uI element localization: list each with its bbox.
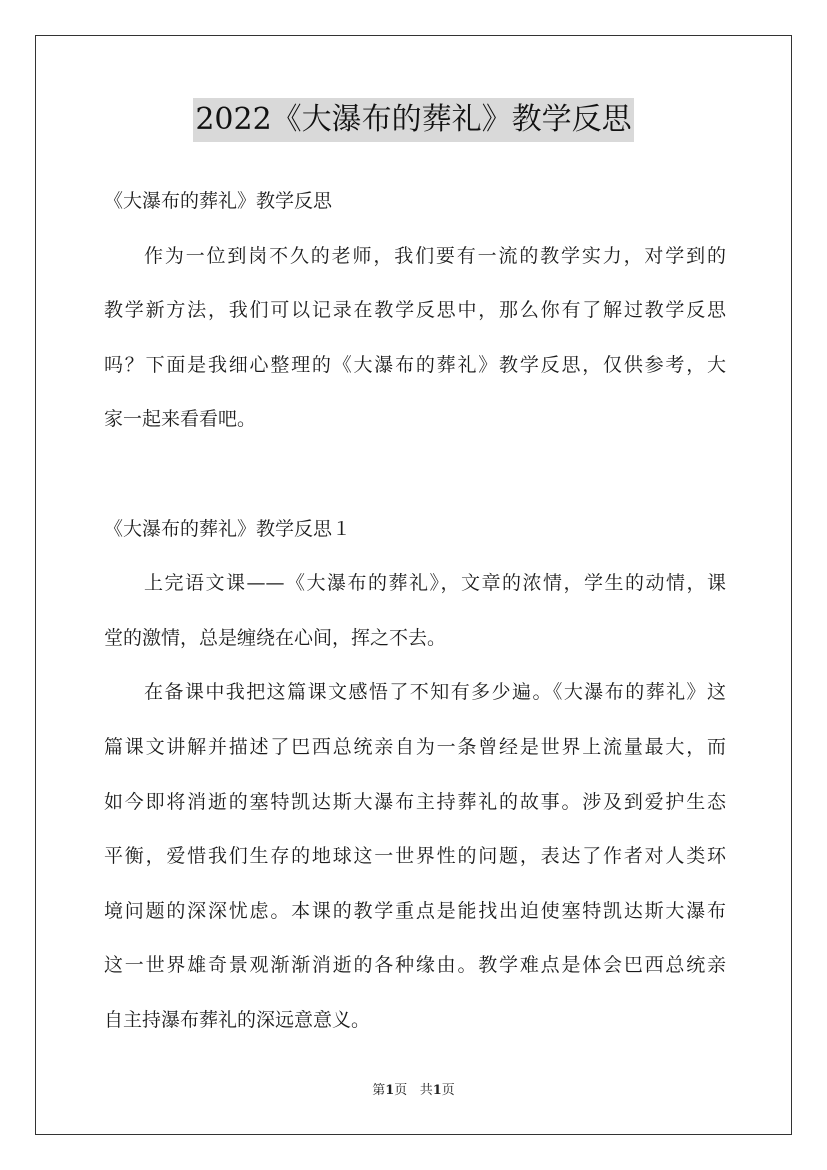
page-prefix: 第 <box>372 1083 386 1098</box>
title-container <box>0 98 827 142</box>
para2-line-5: 境问题的深深忧虑。本课的教学重点是能找出迫使塞特凯达斯大瀑布 <box>104 899 726 922</box>
para1-line-2: 堂的激情，总是缠绕在心间，挥之不去。 <box>104 626 447 649</box>
document-body <box>104 174 726 1048</box>
page-suffix: 页 <box>394 1083 408 1098</box>
para2-line-1: 在备课中我把这篇课文感悟了不知有多少遍。《大瀑布的葬礼》这 <box>144 681 726 704</box>
para2-line-3: 如今即将消逝的塞特凯达斯大瀑布主持葬礼的故事。涉及到爱护生态 <box>104 790 726 813</box>
page-footer <box>0 1082 827 1100</box>
subtitle: 《大瀑布的葬礼》教学反思 <box>104 190 333 212</box>
intro-line-2: 教学新方法，我们可以记录在教学反思中，那么你有了解过教学反思 <box>104 299 726 322</box>
para2-line-6: 这一世界雄奇景观渐渐消逝的各种缘由。教学难点是体会巴西总统亲 <box>104 954 726 977</box>
para2-line-4: 平衡，爱惜我们生存的地球这一世界性的问题，表达了作者对人类环 <box>104 845 726 868</box>
para2-line-2: 篇课文讲解并描述了巴西总统亲自为一条曾经是世界上流量最大，而 <box>104 735 726 758</box>
para1-line-1: 上完语文课——《大瀑布的葬礼》，文章的浓情，学生的动情，课 <box>144 572 726 595</box>
intro-line-3: 吗？下面是我细心整理的《大瀑布的葬礼》教学反思，仅供参考，大 <box>104 353 726 376</box>
intro-line-1: 作为一位到岗不久的老师，我们要有一流的教学实力，对学到的 <box>144 244 726 267</box>
intro-line-4: 家一起来看看吧。 <box>104 408 257 431</box>
page-total: 1 <box>432 1083 442 1098</box>
document-title: 2022《大瀑布的葬礼》教学反思 <box>193 98 633 142</box>
paragraph-gap <box>104 447 726 502</box>
para2-line-7: 自主持瀑布葬礼的深远意意义。 <box>104 1008 371 1031</box>
page-current: 1 <box>385 1083 395 1098</box>
total-prefix: 共 <box>419 1083 433 1098</box>
total-suffix: 页 <box>441 1083 455 1098</box>
section-heading-1: 《大瀑布的葬礼》教学反思１ <box>104 517 352 540</box>
